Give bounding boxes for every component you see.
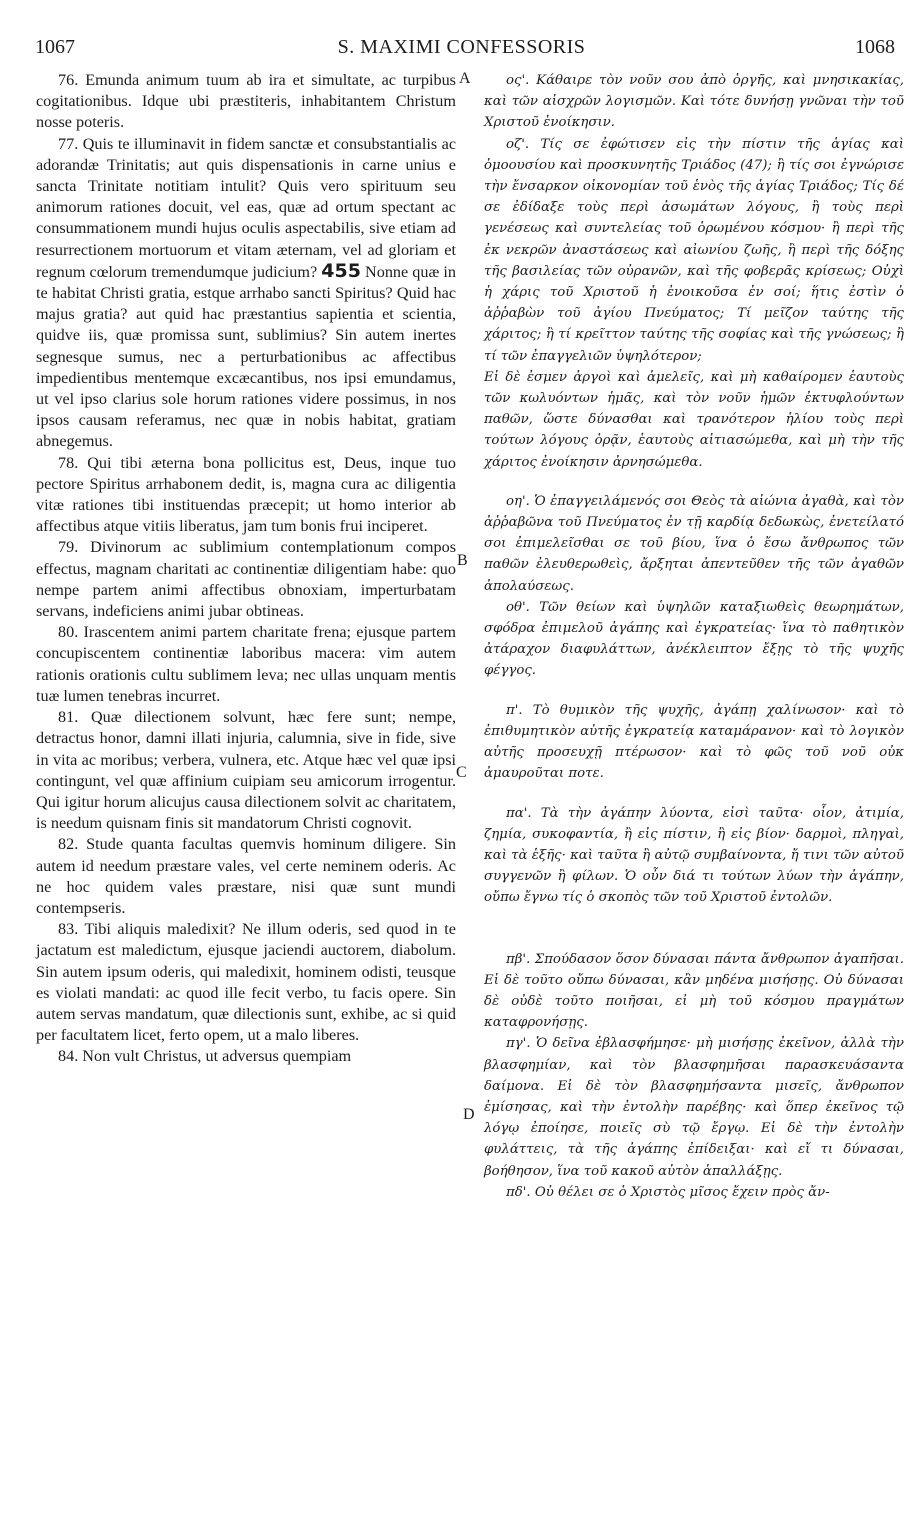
left-page-number: 1067 <box>35 36 75 58</box>
latin-chapter-77-part2: Nonne quæ in te habitat Christi gratia, estque arrhabo sancti Spiritus? Quid hac majus gratia? aut quid hac præstantius sapientia et scientia, quidve iis, quæ promissa sunt, sublimius? Sin autem inertes segnesque sumus, nec a perturbationibus ac affectibus impedientibus mentemque excæcantibus, nos ipsi emundamus, ut vel ipso clarius sole horum rationes videre possimus, in nos ipsos causam referamus, nec quæ in nobis habitat, gratiam abnegemus. <box>36 262 456 451</box>
latin-chapter-77 <box>36 134 456 453</box>
latin-chapter-82: 82. Stude quanta facultas quemvis hominum diligere. Sin autem id needum præstare vales, vel certe neminem oderis. Ac ne hoc quidem vales præstare, nisi quæ sunt mundi contempseris. <box>36 835 456 917</box>
margin-letter-a: A <box>459 70 471 87</box>
greek-chapter-77: οζ'. Τίς σε ἐφώτισεν εἰς τὴν πίστιν τῆς ἁγίας καὶ ὁμοουσίου καὶ προσκυνητῆς Τριάδος (47); ἢ τίς σοι ἐγνώρισε τὴν ἔνσαρκον οἰκονομίαν τοῦ ἑνὸς τῆς ἁγίας Τριάδος; Τίς δέ σε ἐδίδαξε τοὺς περὶ ἀσωμάτων λόγους, ἢ τοὺς περὶ γενέσεως καὶ συντελείας τοῦ ὁρωμένου κόσμου· ἢ περὶ τῆς ἐκ νεκρῶν ἀναστάσεως καὶ αἰωνίου ζωῆς, ἢ περὶ τῆς δόξης τῆς βασιλείας τῶν οὐρανῶν, καὶ τῆς φοβερᾶς κρίσεως; Οὐχὶ ἡ χάρις τοῦ Χριστοῦ ἡ ἐνοικοῦσα ἐν σοί; ἥτις ἐστὶν ὁ ἀῤῥαβὼν τοῦ ἁγίου Πνεύματος; Τί μεῖζον ταύτης τῆς χάριτος; ἢ τί κρεῖττον ταύτης τῆς σοφίας καὶ τῆς γνώσεως; ἢ τί τῶν ἐπαγγελιῶν ὑψηλότερον; <box>484 136 904 364</box>
latin-chapter-84: 84. Non vult Christus, ut adversus quempiam <box>58 1047 352 1066</box>
greek-column <box>484 70 904 1203</box>
right-page-number: 1068 <box>855 36 895 58</box>
latin-chapter-76: 76. Emunda animum tuum ab ira et simultate, ac turpibus cogitationibus. Idque ubi præstiteris, inhabitantem Christum nosse poteris. <box>36 71 456 132</box>
greek-chapter-84: πδ'. Οὐ θέλει σε ὁ Χριστὸς μῖσος ἔχειν πρὸς ἄν- <box>506 1184 830 1200</box>
margin-letter-d: D <box>463 1106 475 1123</box>
column-number-455: 455 <box>321 259 361 282</box>
greek-chapter-78: οη'. Ὁ ἐπαγγειλάμενός σοι Θεὸς τὰ αἰώνια ἀγαθὰ, καὶ τὸν ἀῤῥαβῶνα τοῦ Πνεύματος ἐν τῇ καρδίᾳ δεδωκὼς, ἐνετείλατό σοι ἐπιμελεῖσθαι σε τοῦ βίου, ἵνα ὁ ἔσω ἄνθρωπος τῶν παθῶν ἐλευθερωθεὶς, ἄρξηται ἀπεντεῦθεν τῆς τῶν ἀγαθῶν ἀπολαύσεως. <box>484 493 904 594</box>
greek-chapter-82: πβ'. Σπούδασον ὅσον δύνασαι πάντα ἄνθρωπον ἀγαπῆσαι. Εἰ δὲ τοῦτο οὔπω δύνασαι, κἂν μηδένα μισήσῃς. Οὐ δύνασαι δὲ οὐδὲ τοῦτο ποιῆσαι, εἰ μὴ τοῦ κόσμου πραγμάτων καταφρονήσῃς. <box>484 951 904 1031</box>
running-title: S. MAXIMI CONFESSORIS <box>337 36 586 58</box>
margin-letter-c: C <box>456 764 467 781</box>
margin-letter-b: B <box>457 552 468 569</box>
greek-chapter-83: πγ'. Ὁ δεῖνα ἐβλασφήμησε· μὴ μισήσῃς ἐκεῖνον, ἀλλὰ τὴν βλασφημίαν, καὶ τὸν βλασφημῆσαι παρασκευάσαντα δαίμονα. Εἰ δὲ τὸν βλασφημήσαντα μισεῖς, ἄνθρωπον ἐμίσησας, καὶ τὴν ἐντολὴν παρέβης· καὶ ὅπερ ἐκεῖνος τῷ λόγῳ ἐποίησε, ποιεῖς σὺ τῷ ἔργῳ. Εἰ δὲ τὴν ἐντολὴν φυλάττεις, τὰ τῆς ἀγάπης ἐπίδειξαι· καὶ εἴ τι δύνασαι, βοήθησον, ἵνα τοῦ κακοῦ αὐτὸν ἀπαλλάξῃς. <box>484 1036 904 1179</box>
latin-chapter-78: 78. Qui tibi æterna bona pollicitus est, Deus, inque tuo pectore Spiritus arrhabonem dedit, is, magna cura ac diligentia vitæ rationes tibi instituendas præcepit; ut homo interior ab affectibus atque vitiis liberatus, jam tum bonis frui inciperet. <box>36 453 456 536</box>
latin-chapter-83: 83. Tibi aliquis maledixit? Ne illum oderis, sed quod in te jactatum est maledictum, ejusque jaciendi auctorem, diabolum. Sin autem ipsum oderis, qui maledixit, hominem odisti, teusque es violati mandati: ac quod ille fecit verbo, tu facis opere. Sin autem servas mandatum, quæ dilectionis sunt, exhibe, ac si quid per facultatem licet, ferto opem, ut a malo liberes. <box>36 920 456 1045</box>
greek-chapter-81: πα'. Τὰ τὴν ἀγάπην λύοντα, εἰσὶ ταῦτα· οἷον, ἀτιμία, ζημία, συκοφαντία, ἢ εἰς πίστιν, ἢ εἰς βίον· δαρμοὶ, πληγαὶ, καὶ τὰ ἑξῆς· καὶ ταῦτα ἢ αὐτῷ συμβαίνοντα, ἤ τινι τῶν αὐτοῦ συγγενῶν ἢ φίλων. Ὁ οὖν διά τι τούτων λύων τὴν ἀγάπην, οὔπω ἔγνω τίς ὁ σκοπὸς τῶν τοῦ Χριστοῦ ἐντολῶν. <box>484 805 904 906</box>
running-header <box>0 36 923 66</box>
latin-chapter-77-part1: 77. Quis te illuminavit in fidem sanctæ et consubstantialis ac adorandæ Trinitatis; aut quis dispensationis in carne unius e sancta Trinitate notitiam intulit? Quis vero spirituum seu animorum rationes docuit, vel eas, quæ ad ortum spectant ac consummationem mundi hujus oculis aspectabilis, sive etiam ad resurrectionem mortuorum et vitam æternam, vel ad gloriam et regnum cœlorum tremendumque judicium? <box>36 134 456 281</box>
greek-chapter-80: π'. Τὸ θυμικὸν τῆς ψυχῆς, ἀγάπῃ χαλίνωσον· καὶ τὸ ἐπιθυμητικὸν αὐτῆς ἐγκρατείᾳ καταμάρανον· καὶ τὸ λογικὸν αὐτῆς προσευχῇ πτέρωσον· καὶ τὸ φῶς τοῦ νοῦ οὐκ ἀμαυροῦται ποτε. <box>484 702 904 782</box>
greek-chapter-79: οθ'. Τῶν θείων καὶ ὑψηλῶν καταξιωθεὶς θεωρημάτων, σφόδρα ἐπιμελοῦ ἀγάπης καὶ ἐγκρατείας· ἵνα τὸ παθητικὸν ἀτάραχον διαφυλάττων, ἀνέκλειπτον ἔξῃς τὸ τῆς ψυχῆς φέγγος. <box>484 599 904 679</box>
latin-column <box>36 70 456 1068</box>
latin-chapter-81: 81. Quæ dilectionem solvunt, hæc fere sunt; nempe, detractus honor, damni illati injuria, calumnia, sive in fide, sive in vita ac moribus; verbera, vulnera, etc. Atque hæc vel quæ ipsi contingunt, vel quæ affinium cuipiam seu amicorum irrogentur. Qui igitur horum alicujus causa dilectionem solvit ac charitatem, is needum quisnam finis sit mandatorum Christi cognovit. <box>36 708 456 833</box>
greek-chapter-76: ος'. Κάθαιρε τὸν νοῦν σου ἀπὸ ὀργῆς, καὶ μνησικακίας, καὶ τῶν αἰσχρῶν λογισμῶν. Καὶ τότε δυνήσῃ γνῶναι τὴν τοῦ Χριστοῦ ἐνοίκησιν. <box>484 73 904 131</box>
latin-chapter-79: 79. Divinorum ac sublimium contemplationum compos effectus, magnam charitati ac continentiæ diligentiam habe: quo nempe partem animi affectibus obnoxiam, imperturbatam servans, indeficiens animi jubar obtineas. <box>36 538 456 621</box>
latin-chapter-80: 80. Irascentem animi partem charitate frena; ejusque partem concupiscentem continentiæ laboribus macera: vim autem rationis orationis cultu sublimem leva; nec ullas unquam mentis tuæ lumen tenebras incurret. <box>36 623 456 705</box>
greek-chapter-77-continued: Εἰ δὲ ἐσμεν ἀργοὶ καὶ ἀμελεῖς, καὶ μὴ καθαίρομεν ἑαυτοὺς τῶν κωλυόντων ἡμᾶς, καὶ τὸν νοῦν ἡμῶν ἐκτυφλούντων παθῶν, ὥστε δύνασθαι καὶ τρανότερον ἡλίου τοὺς περὶ τούτων λόγους ὁρᾷν, ἑαυτοὺς αἰτιασώμεθα, καὶ μὴ τὴν τῆς χάριτος ἐνοίκησιν ἀρνησώμεθα. <box>484 369 904 470</box>
